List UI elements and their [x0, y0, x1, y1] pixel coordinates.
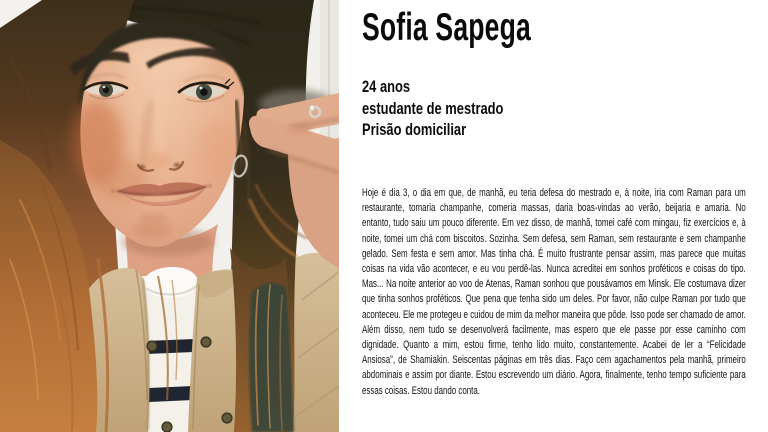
portrait-photo — [0, 0, 339, 432]
profile-bio: Hoje é dia 3, o dia em que, de manhã, eu teria defesa do mestrado e, à noite, iria com Raman para um restaurante, tomaria champanhe, comeria massas, daria boas-vindas ao verão, beijaria e amaria. No entanto, tudo saiu um pouco diferente. Em vez disso, de manhã, tomei café com mingau, fiz exercícios e, à noite, tomei um chá com biscoitos. Sozinha. Sem defesa, sem Raman, sem restaurante e sem champanhe gelado. Sem festa e sem amor. Mas tinha chá. É muito frustrante pensar assim, mas parece que muitas coisas na vida vão acontecer, e eu vou perdê-las. Nunca acreditei em sonhos proféticos e coisas do tipo. Mas... Na noite anterior ao voo de Atenas, Raman sonhou que pousávamos em Minsk. Ele costumava dizer que tinha sonhos proféticos. Que pena que tenha sido um deles. Por favor, não culpe Raman por tudo que aconteceu. Ele me protegeu e cuidou de mim da melhor maneira que pôde. Isso pode ser chamado de amor. Além disso, nem tudo se desenvolverá facilmente, mas espero que ele passe por esse caminho com dignidade. Quanto a mim, estou firme, tenho lido muito, constantemente. Acabei de ler a “Felicidade Ansiosa”, de Shamiakin. Seiscentas páginas em três dias. Faço cem agachamentos pela manhã, primeiro abdominais e assim por diante. Estou escrevendo um diário. Agora, finalmente, tenho tempo suficiente para essas coisas. Estou dando conta. — [362, 187, 746, 397]
profile-details — [362, 76, 503, 141]
profile-status: Prisão domiciliar — [362, 120, 467, 139]
profile-name: Sofia Sapega — [362, 6, 531, 49]
profile-occupation: estudante de mestrado — [362, 98, 504, 118]
profile-age: 24 anos — [362, 77, 411, 96]
profile-content — [362, 0, 762, 432]
